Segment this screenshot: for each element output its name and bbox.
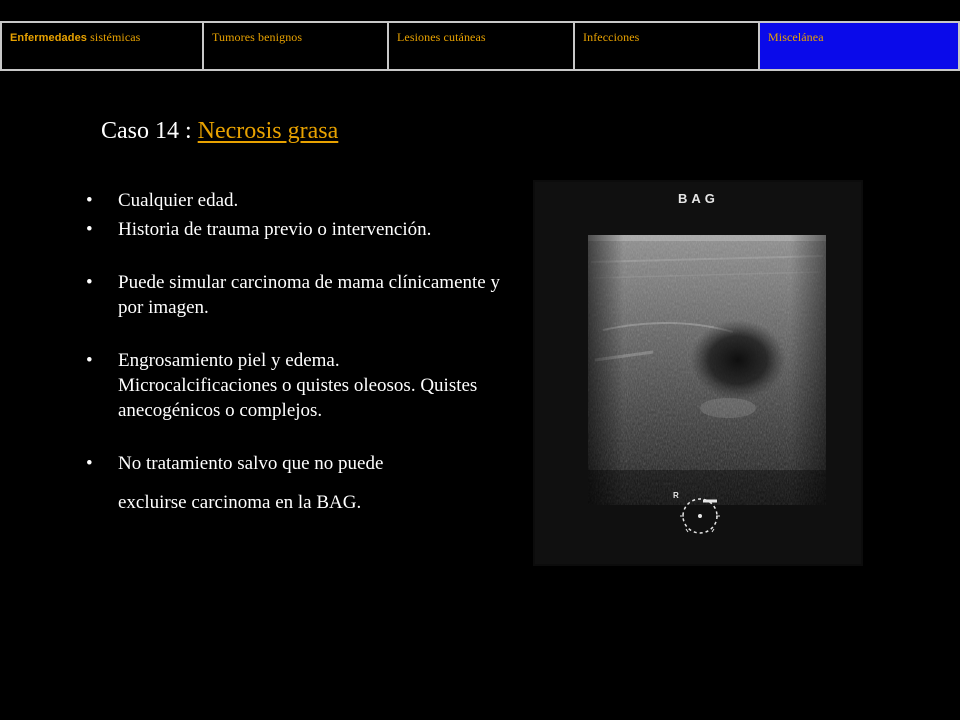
list-item [80, 451, 500, 515]
list-item-line: No tratamiento salvo que no puede [118, 453, 384, 474]
list-item: • Cualquier edad. [80, 188, 500, 213]
ultrasound-image [533, 180, 863, 566]
top-navigation [0, 21, 960, 71]
list-item: • Puede simular carcinoma de mama clínicamente y por imagen. [80, 270, 500, 320]
page-title [101, 118, 338, 145]
title-topic-link[interactable]: Necrosis grasa [197, 118, 339, 144]
list-item-line: excluirse carcinoma en la BAG. [118, 492, 362, 513]
nav-infecciones[interactable]: Infecciones [573, 23, 758, 69]
list-item: • Historia de trauma previo o intervención. [80, 217, 500, 242]
nav-miscelanea[interactable]: Miscelánea [758, 23, 960, 69]
nav-lesiones-cutaneas[interactable]: Lesiones cutáneas [387, 23, 573, 69]
nav-enfermedades-sistemicas[interactable] [0, 23, 202, 69]
nav-item-label: sistémicas [87, 30, 141, 44]
image-marker-r: R [673, 491, 679, 500]
nav-item-label-bold: Enfermedades [10, 32, 88, 44]
list-item: • Engrosamiento piel y edema. Microcalcificaciones o quistes oleosos. Quistes anecogénicos o complejos. [80, 348, 500, 423]
bullet-list [80, 188, 500, 515]
nav-tumores-benignos[interactable]: Tumores benignos [202, 23, 387, 69]
image-label: BAG [678, 191, 719, 206]
ultrasound-scan-area [588, 235, 826, 505]
title-prefix: Caso 14 : [101, 118, 198, 144]
